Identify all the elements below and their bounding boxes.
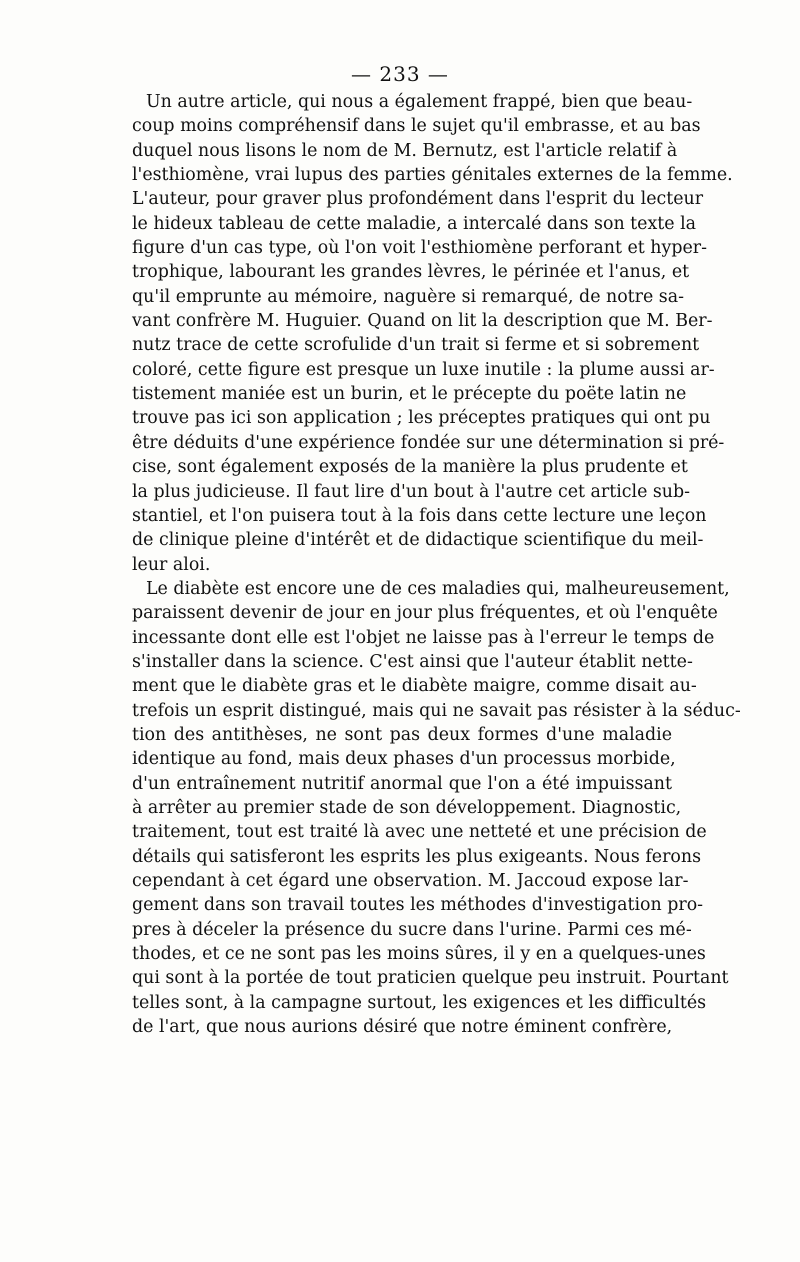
text-line: détails qui satisferont les esprits les plus exigeants. Nous ferons [132, 846, 701, 867]
text-line: ment que le diabète gras et le diabète maigre, comme disait au- [132, 676, 697, 697]
text-line: tistement maniée est un burin, et le précepte du poëte latin ne [132, 384, 687, 405]
text-line: d'un entraînement nutritif anormal que l'on a été impuissant [132, 773, 672, 794]
text-line: duquel nous lisons le nom de M. Bernutz, est l'article relatif à [132, 140, 678, 161]
text-line: trefois un esprit distingué, mais qui ne savait pas résister à la séduc- [132, 700, 741, 721]
text-line: coup moins compréhensif dans le sujet qu'il embrasse, et au bas [132, 116, 701, 137]
text-line: leur aloi. [132, 554, 211, 575]
text-line: coloré, cette figure est presque un luxe inutile : la plume aussi ar- [132, 359, 715, 380]
text-line: Un autre article, qui nous a également frappé, bien que beau- [146, 92, 693, 112]
paragraph-diabete [132, 577, 741, 1040]
text-line: stantiel, et l'on puisera tout à la fois dans cette lecture une leçon [132, 505, 707, 526]
text-line: figure d'un cas type, où l'on voit l'esthiomène perforant et hyper- [132, 238, 707, 259]
text-line: s'installer dans la science. C'est ainsi que l'auteur établit nette- [132, 651, 693, 672]
text-line: tion des antithèses, ne sont pas deux formes d'une maladie [132, 724, 672, 745]
text-line: thodes, et ce ne sont pas les moins sûres, il y en a quelques-unes [132, 944, 706, 965]
text-line: identique au fond, mais deux phases d'un processus morbide, [132, 749, 676, 770]
text-line: trouve pas ici son application ; les préceptes pratiques qui ont pu [132, 408, 711, 429]
text-line: paraissent devenir de jour en jour plus fréquentes, et où l'enquête [132, 603, 718, 624]
text-line: L'auteur, pour graver plus profondément dans l'esprit du lecteur [132, 189, 704, 210]
text-line: à arrêter au premier stade de son développement. Diagnostic, [132, 797, 682, 818]
text-line: pres à déceler la présence du sucre dans l'urine. Parmi ces mé- [132, 919, 692, 940]
text-line: de l'art, que nous aurions désiré que notre éminent confrère, [132, 1017, 673, 1038]
text-line: traitement, tout est traité là avec une netteté et une précision de [132, 822, 707, 843]
text-line: Le diabète est encore une de ces maladies qui, malheureusement, [146, 578, 730, 599]
text-line: cise, sont également exposés de la manière la plus prudente et [132, 457, 688, 478]
text-line: le hideux tableau de cette maladie, a intercalé dans son texte la [132, 213, 696, 234]
text-line: être déduits d'une expérience fondée sur une détermination si pré- [132, 432, 725, 453]
paragraph-esthiomene [132, 90, 733, 577]
text-line: vant confrère M. Huguier. Quand on lit la description que M. Ber- [132, 311, 713, 332]
text-line: incessante dont elle est l'objet ne laisse pas à l'erreur le temps de [132, 627, 715, 648]
text-line: l'esthiomène, vrai lupus des parties génitales externes de la femme. [132, 165, 733, 186]
text-line: cependant à cet égard une observation. M. Jaccoud expose lar- [132, 871, 689, 891]
text-line: qui sont à la portée de tout praticien quelque peu instruit. Pourtant [132, 968, 729, 989]
page-number: — 233 — [351, 62, 449, 86]
text-line: trophique, labourant les grandes lèvres, le périnée et l'anus, et [132, 262, 690, 283]
text-line: la plus judicieuse. Il faut lire d'un bout à l'autre cet article sub- [132, 481, 691, 502]
text-line: de clinique pleine d'intérêt et de didactique scientifique du meil- [132, 530, 704, 551]
body-text [132, 90, 741, 1039]
text-line: gement dans son travail toutes les méthodes d'investigation pro- [132, 895, 704, 916]
text-line: qu'il emprunte au mémoire, naguère si remarqué, de notre sa- [132, 286, 684, 307]
text-line: nutz trace de cette scrofulide d'un trait si ferme et si sobrement [132, 335, 700, 356]
text-line: telles sont, à la campagne surtout, les exigences et les difficultés [132, 992, 707, 1013]
